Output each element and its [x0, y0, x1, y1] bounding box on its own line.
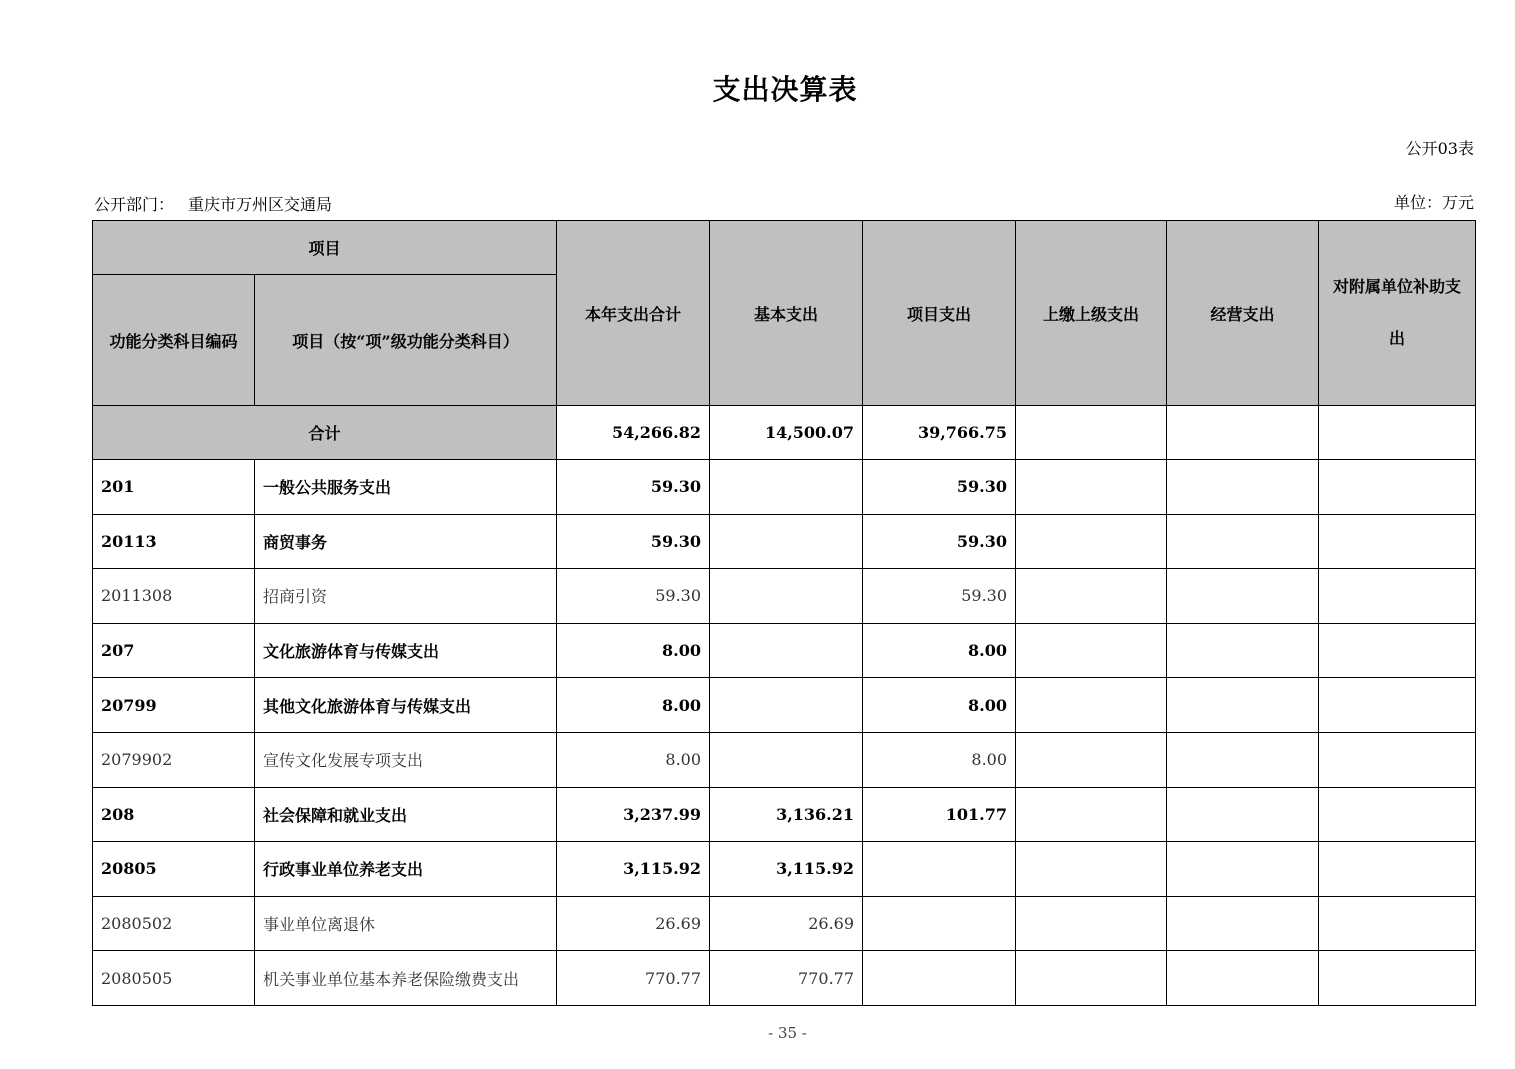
- row-name: 一般公共服务支出: [255, 460, 557, 515]
- header-code: 功能分类科目编码: [93, 275, 255, 406]
- row-cell-upper: [1016, 514, 1167, 569]
- page-title: 支出决算表: [712, 73, 858, 106]
- header-project: 项目支出: [863, 221, 1016, 406]
- row-cell-subsidy: [1319, 842, 1476, 897]
- row-cell-business: [1167, 569, 1319, 624]
- row-cell-upper: [1016, 842, 1167, 897]
- total-cell-project: 39,766.75: [863, 406, 1016, 460]
- row-cell-project: 59.30: [863, 460, 1016, 515]
- row-cell-total: 8.00: [557, 732, 710, 787]
- row-cell-project: 8.00: [863, 732, 1016, 787]
- row-cell-project: 8.00: [863, 678, 1016, 733]
- header-basic: 基本支出: [710, 221, 863, 406]
- row-cell-basic: [710, 678, 863, 733]
- header-name: 项目（按“项”级功能分类科目）: [255, 275, 557, 406]
- total-cell-upper: [1016, 406, 1167, 460]
- row-cell-basic: [710, 732, 863, 787]
- table-row: [93, 623, 1476, 678]
- row-code: 2080505: [93, 951, 255, 1006]
- table-row: [93, 896, 1476, 951]
- table-row: [93, 732, 1476, 787]
- row-code: 2079902: [93, 732, 255, 787]
- row-cell-basic: 3,136.21: [710, 787, 863, 842]
- row-cell-upper: [1016, 951, 1167, 1006]
- row-code: 207: [93, 623, 255, 678]
- department-name: 重庆市万州区交通局: [188, 195, 333, 214]
- row-name: 商贸事务: [255, 514, 557, 569]
- row-cell-subsidy: [1319, 569, 1476, 624]
- row-cell-business: [1167, 787, 1319, 842]
- header-business: 经营支出: [1167, 221, 1319, 406]
- total-label: 合计: [93, 406, 557, 460]
- row-cell-basic: [710, 569, 863, 624]
- unit-label: 单位：万元: [1393, 193, 1474, 212]
- row-code: 208: [93, 787, 255, 842]
- row-cell-subsidy: [1319, 896, 1476, 951]
- row-cell-project: 101.77: [863, 787, 1016, 842]
- department-label: 公开部门：: [94, 195, 175, 214]
- row-cell-total: 3,237.99: [557, 787, 710, 842]
- row-cell-basic: [710, 623, 863, 678]
- row-cell-project: [863, 842, 1016, 897]
- total-row: [93, 406, 1476, 460]
- row-cell-basic: 3,115.92: [710, 842, 863, 897]
- row-cell-total: 59.30: [557, 460, 710, 515]
- row-cell-total: 8.00: [557, 678, 710, 733]
- department-line: [94, 192, 332, 215]
- row-cell-basic: 770.77: [710, 951, 863, 1006]
- row-cell-upper: [1016, 569, 1167, 624]
- expenditure-table: [92, 220, 1476, 1006]
- row-cell-subsidy: [1319, 678, 1476, 733]
- row-cell-project: [863, 896, 1016, 951]
- row-cell-project: 59.30: [863, 569, 1016, 624]
- total-cell-subsidy: [1319, 406, 1476, 460]
- table-row: [93, 951, 1476, 1006]
- row-cell-basic: [710, 514, 863, 569]
- row-name: 文化旅游体育与传媒支出: [255, 623, 557, 678]
- row-cell-business: [1167, 623, 1319, 678]
- total-cell-business: [1167, 406, 1319, 460]
- total-cell-total: 54,266.82: [557, 406, 710, 460]
- table-row: [93, 569, 1476, 624]
- page-number: - 35 -: [768, 1024, 807, 1042]
- table-number: 公开03表: [1405, 139, 1474, 158]
- row-code: 20799: [93, 678, 255, 733]
- row-cell-project: 59.30: [863, 514, 1016, 569]
- table-row: [93, 514, 1476, 569]
- row-cell-business: [1167, 514, 1319, 569]
- row-cell-business: [1167, 460, 1319, 515]
- row-cell-total: 26.69: [557, 896, 710, 951]
- row-cell-basic: [710, 460, 863, 515]
- row-cell-subsidy: [1319, 787, 1476, 842]
- row-name: 事业单位离退休: [255, 896, 557, 951]
- table-row: [93, 460, 1476, 515]
- row-name: 其他文化旅游体育与传媒支出: [255, 678, 557, 733]
- row-cell-upper: [1016, 460, 1167, 515]
- row-cell-total: 770.77: [557, 951, 710, 1006]
- total-cell-basic: 14,500.07: [710, 406, 863, 460]
- row-cell-subsidy: [1319, 951, 1476, 1006]
- row-cell-business: [1167, 842, 1319, 897]
- row-cell-business: [1167, 732, 1319, 787]
- row-name: 社会保障和就业支出: [255, 787, 557, 842]
- row-cell-basic: 26.69: [710, 896, 863, 951]
- row-cell-business: [1167, 951, 1319, 1006]
- row-cell-subsidy: [1319, 732, 1476, 787]
- header-total: 本年支出合计: [557, 221, 710, 406]
- row-code: 2011308: [93, 569, 255, 624]
- row-cell-upper: [1016, 732, 1167, 787]
- table-row: [93, 678, 1476, 733]
- row-cell-total: 8.00: [557, 623, 710, 678]
- row-cell-subsidy: [1319, 514, 1476, 569]
- row-cell-subsidy: [1319, 623, 1476, 678]
- row-cell-total: 3,115.92: [557, 842, 710, 897]
- table-row: [93, 787, 1476, 842]
- row-code: 201: [93, 460, 255, 515]
- table-row: [93, 842, 1476, 897]
- row-cell-upper: [1016, 787, 1167, 842]
- row-code: 20805: [93, 842, 255, 897]
- row-cell-project: 8.00: [863, 623, 1016, 678]
- header-item: 项目: [93, 221, 557, 275]
- row-cell-subsidy: [1319, 460, 1476, 515]
- row-name: 宣传文化发展专项支出: [255, 732, 557, 787]
- row-cell-upper: [1016, 896, 1167, 951]
- header-subsidy: 对附属单位补助支出: [1319, 221, 1476, 406]
- row-name: 行政事业单位养老支出: [255, 842, 557, 897]
- row-name: 招商引资: [255, 569, 557, 624]
- row-cell-upper: [1016, 623, 1167, 678]
- header-upper: 上缴上级支出: [1016, 221, 1167, 406]
- row-cell-business: [1167, 678, 1319, 733]
- row-cell-project: [863, 951, 1016, 1006]
- row-code: 20113: [93, 514, 255, 569]
- row-cell-total: 59.30: [557, 514, 710, 569]
- row-code: 2080502: [93, 896, 255, 951]
- row-cell-upper: [1016, 678, 1167, 733]
- row-name: 机关事业单位基本养老保险缴费支出: [255, 951, 557, 1006]
- row-cell-total: 59.30: [557, 569, 710, 624]
- row-cell-business: [1167, 896, 1319, 951]
